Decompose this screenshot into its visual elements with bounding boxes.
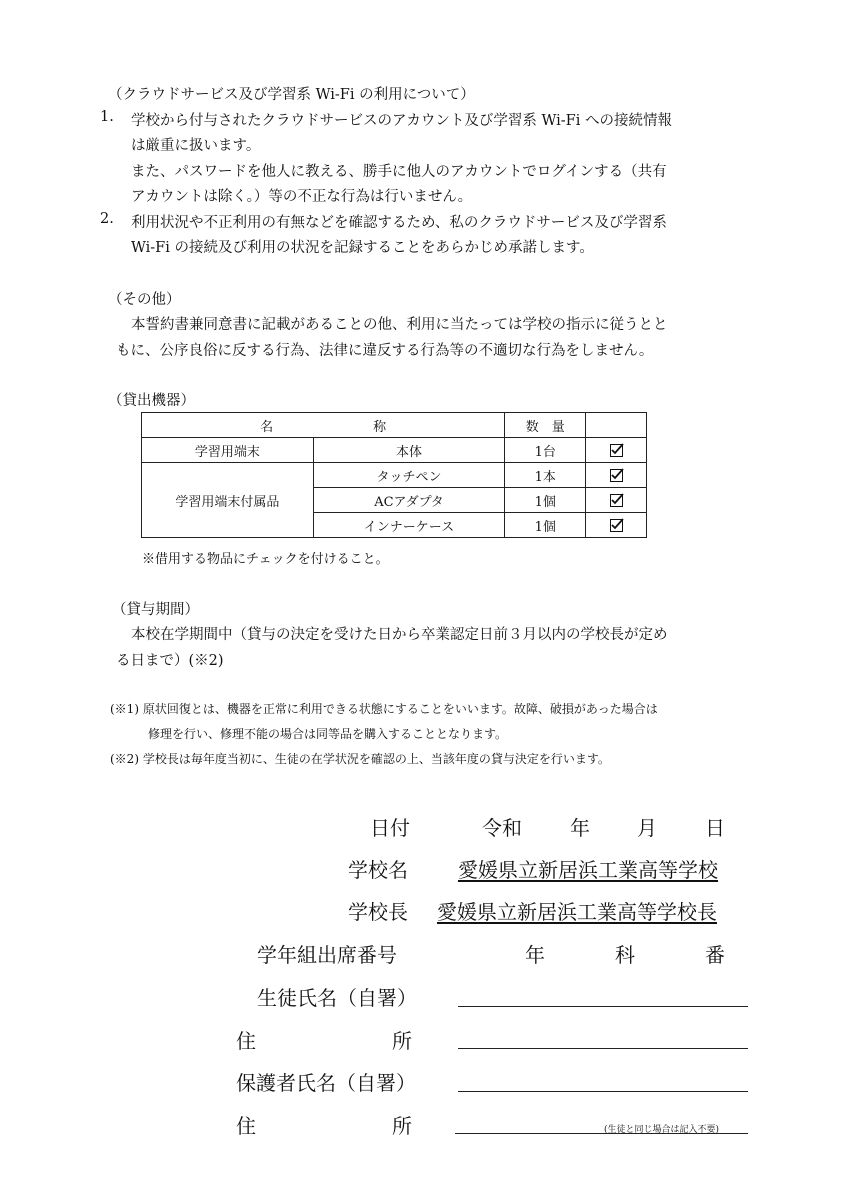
header-name-char1: 名 [260, 419, 274, 435]
cloud-item1-number: 1. [100, 109, 114, 125]
cloud-heading: （クラウドサービス及び学習系 Wi-Fi の利用について） [108, 87, 475, 103]
checkbox-checked-icon[interactable] [610, 494, 623, 507]
address-label-char1: 住 [236, 1029, 256, 1053]
other-heading: （その他） [108, 292, 181, 308]
class-year: 年 [525, 943, 545, 967]
table-row [142, 463, 647, 488]
other-line2: もに、公序良俗に反する行為、法律に違反する行為等の不適切な行為をしません。 [116, 343, 654, 359]
guardian-name-field[interactable] [458, 1091, 748, 1092]
cloud-item1-line3: また、パスワードを他人に教える、勝手に他人のアカウントでログインする（共有 [131, 164, 667, 180]
address-label-char2: 所 [392, 1029, 412, 1053]
guardian-name-label: 保護者氏名（自署） [236, 1071, 416, 1095]
cloud-item1-line1: 学校から付与されたクラウドサービスのアカウント及び学習系 Wi-Fi への接続情報 [131, 113, 672, 129]
row2-item: タッチペン [313, 463, 505, 488]
date-era: 令和 [482, 816, 522, 840]
checkbox-checked-icon[interactable] [610, 444, 623, 457]
equipment-table [141, 412, 647, 538]
row1-quantity: 1台 [505, 438, 586, 463]
row4-check-cell [586, 513, 647, 538]
principal-label: 学校長 [348, 900, 408, 924]
date-label: 日付 [370, 816, 410, 840]
guardian-address-field[interactable] [455, 1133, 748, 1134]
row3-check-cell [586, 488, 647, 513]
other-line1: 本誓約書兼同意書に記載があることの他、利用に当たっては学校の指示に従うとと [131, 317, 668, 333]
cloud-item1-line4: アカウントは除く。）等の不正な行為は行いません。 [131, 189, 473, 205]
address-field[interactable] [458, 1048, 748, 1049]
guardian-address-note: (生徒と同じ場合は記入不要) [604, 1125, 720, 1135]
loan-line2: る日まで）(※2) [116, 653, 224, 669]
header-name-char2: 称 [373, 419, 387, 435]
row2-check-cell [586, 463, 647, 488]
header-quantity: 数 量 [505, 413, 586, 438]
header-name [142, 413, 505, 438]
row1-check-cell [586, 438, 647, 463]
class-label: 学年組出席番号 [257, 943, 397, 967]
loan-line1: 本校在学期間中（貸与の決定を受けた日から卒業認定日前３月以内の学校長が定め [131, 627, 668, 643]
footnote2: (※2) 学校長は毎年度当初に、生徒の在学状況を確認の上、当該年度の貸与決定を行います。 [110, 752, 610, 766]
footnote1-line2: 修理を行い、修理不能の場合は同等品を購入することとなります。 [148, 727, 508, 741]
checkbox-checked-icon[interactable] [610, 519, 623, 532]
group-category: 学習用端末付属品 [142, 463, 314, 538]
header-check [586, 413, 647, 438]
cloud-item1-line2: は厳重に扱います。 [131, 138, 261, 154]
guardian-address-label-char2: 所 [392, 1114, 412, 1138]
cloud-item2-line2: Wi-Fi の接続及び利用の状況を記録することをあらかじめ承諾します。 [131, 240, 594, 256]
guardian-address-label-char1: 住 [236, 1114, 256, 1138]
cloud-item2-line1: 利用状況や不正利用の有無などを確認するため、私のクラウドサービス及び学習系 [131, 215, 667, 231]
table-row [142, 438, 647, 463]
cloud-item2-number: 2. [100, 211, 114, 227]
row3-quantity: 1個 [505, 488, 586, 513]
class-number: 番 [705, 943, 725, 967]
row2-quantity: 1本 [505, 463, 586, 488]
checkbox-checked-icon[interactable] [610, 469, 623, 482]
equipment-heading: （貸出機器） [108, 393, 195, 409]
date-year: 年 [570, 816, 590, 840]
school-value: 愛媛県立新居浜工業高等学校 [458, 858, 718, 882]
school-label: 学校名 [348, 858, 408, 882]
equipment-note: ※借用する物品にチェックを付けること。 [142, 552, 389, 567]
date-day: 日 [705, 816, 725, 840]
student-name-field[interactable] [458, 1006, 748, 1007]
footnote1-line1: (※1) 原状回復とは、機器を正常に利用できる状態にすることをいいます。故障、破損があった場合は [110, 702, 658, 716]
date-month: 月 [637, 816, 657, 840]
row1-category: 学習用端末 [142, 438, 314, 463]
row4-item: インナーケース [313, 513, 505, 538]
class-department: 科 [615, 943, 635, 967]
table-header-row [142, 413, 647, 438]
loan-heading: （貸与期間） [112, 602, 199, 618]
row3-item: ACアダプタ [313, 488, 505, 513]
student-name-label: 生徒氏名（自署） [257, 986, 417, 1010]
principal-value: 愛媛県立新居浜工業高等学校長 [437, 900, 717, 924]
row1-item: 本体 [313, 438, 505, 463]
row4-quantity: 1個 [505, 513, 586, 538]
